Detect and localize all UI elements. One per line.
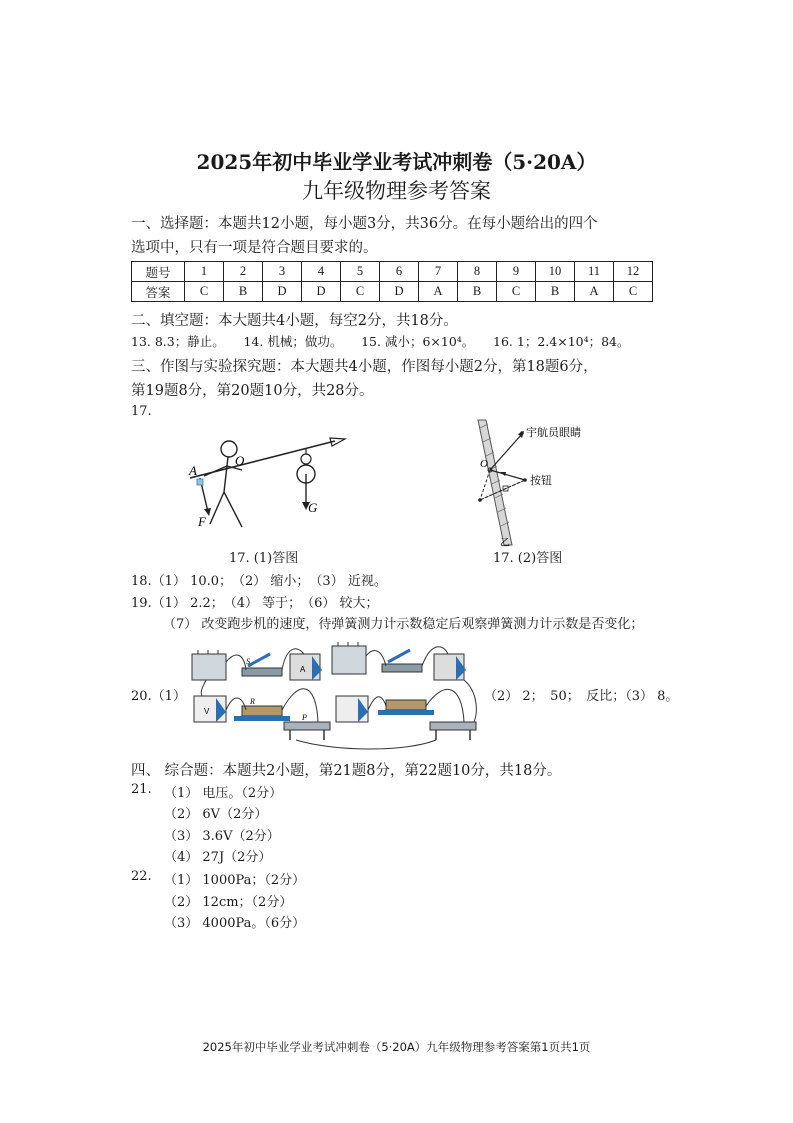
table-cell-answer: A — [419, 282, 458, 302]
table-cell-answer: B — [536, 282, 575, 302]
ammeter-label: A — [300, 665, 306, 674]
table-cell-number: 11 — [575, 262, 614, 282]
section3-heading-cont: 第19题8分，第20题10分，共28分。 — [131, 383, 374, 399]
table-cell-answer: C — [341, 282, 380, 302]
question-19-7-answer: （7） 改变跑步机的速度，待弹簧测力计示数稳定后观察弹簧测力计示数是否变化； — [163, 617, 644, 632]
circuit-diagrams — [186, 640, 482, 752]
table-cell-answer: A — [575, 282, 614, 302]
table-cell-answer: B — [224, 282, 263, 302]
voltmeter-label: V — [204, 707, 210, 716]
table-cell-answer: B — [458, 282, 497, 302]
mirror-diagram — [470, 420, 585, 550]
label-G: G — [308, 500, 318, 515]
table-cell-number: 7 — [419, 262, 458, 282]
question-21-number: 21. — [131, 782, 152, 797]
table-cell-number: 9 — [497, 262, 536, 282]
label-F: F — [198, 514, 206, 529]
circuit-right — [296, 642, 476, 749]
label-yi: 乙 — [500, 538, 510, 549]
switch-label: S — [246, 657, 250, 666]
mirror-label-O: O — [480, 458, 488, 470]
table-cell-number: 5 — [341, 262, 380, 282]
figure-caption-17-1: 17. (1)答图 — [229, 551, 299, 566]
table-cell-number: 12 — [614, 262, 653, 282]
resistor-label: R — [250, 697, 255, 706]
weight-hook — [301, 454, 311, 464]
table-cell-answer: D — [263, 282, 302, 302]
slider-label: P — [302, 713, 307, 722]
section1-heading: 一、选择题：本题共12小题，每小题3分，共36分。在每小题给出的四个 — [131, 216, 598, 232]
question-22-item: （2） 12cm；（2分） — [164, 895, 293, 910]
label-O: O — [235, 453, 245, 468]
answer-table — [131, 261, 653, 302]
label-button: 按钮 — [530, 474, 552, 487]
question-21-item: （3） 3.6V（2分） — [164, 829, 280, 844]
table-cell-answer: C — [185, 282, 224, 302]
table-cell-answer: D — [302, 282, 341, 302]
section2-answers: 13. 8.3；静止。 14. 机械；做功。 15. 减小；6×10⁴。 16. 1；2.4×10⁴；84。 — [131, 334, 630, 349]
question-22-item: （3） 4000Pa。（6分） — [164, 916, 306, 931]
table-cell-number: 6 — [380, 262, 419, 282]
label-astronaut-eye: 宇航员眼睛 — [526, 426, 581, 439]
lever-diagram — [180, 432, 355, 542]
question-18-answer: 18.（1） 10.0； （2） 缩小； （3） 近视。 — [131, 574, 387, 589]
page-footer: 2025年初中毕业学业考试冲刺卷（5·20A）九年级物理参考答案第1页共1页 — [202, 1040, 591, 1054]
figure-caption-17-2: 17. (2)答图 — [493, 551, 563, 566]
question-22-item: （1） 1000Pa；（2分） — [164, 873, 306, 888]
table-cell-answer: C — [614, 282, 653, 302]
question-21-item: （1） 电压。（2分） — [164, 786, 283, 801]
table-cell-number: 3 — [263, 262, 302, 282]
question-21-item: （4） 27J（2分） — [164, 850, 272, 865]
table-cell-number: 8 — [458, 262, 497, 282]
table-row — [132, 262, 653, 282]
section4-heading: 四、 综合题：本题共2小题，第21题8分，第22题10分，共18分。 — [131, 763, 562, 779]
question-22-number: 22. — [131, 869, 152, 884]
table-row — [132, 282, 653, 302]
exam-title: 2025年初中毕业学业考试冲刺卷（5·20A） — [196, 150, 597, 174]
circuit-left — [192, 649, 330, 740]
section2-heading: 二、填空题：本大题共4小题，每空2分，共18分。 — [131, 313, 458, 329]
right-angle-mark — [197, 479, 203, 485]
table-cell-answer: C — [497, 282, 536, 302]
table-row-label: 答案 — [132, 282, 185, 302]
question-20-prefix: 20.（1） — [131, 689, 186, 704]
question-20-answer: （2） 2； 50； 反比；（3） 8。 — [484, 689, 679, 704]
table-cell-number: 2 — [224, 262, 263, 282]
question-17-number: 17. — [131, 404, 152, 419]
table-cell-answer: D — [380, 282, 419, 302]
answer-key-subtitle: 九年级物理参考答案 — [302, 179, 491, 203]
table-cell-number: 10 — [536, 262, 575, 282]
table-row-label: 题号 — [132, 262, 185, 282]
section1-heading-cont: 选项中，只有一项是符合题目要求的。 — [131, 240, 378, 256]
table-cell-number: 4 — [302, 262, 341, 282]
reflected-ray — [490, 434, 522, 470]
question-21-item: （2） 6V（2分） — [164, 807, 268, 822]
section3-heading: 三、作图与实验探究题：本大题共4小题，作图每小题2分，第18题6分， — [131, 359, 598, 375]
question-19-answer: 19.（1） 2.2； （4） 等于； （6） 较大； — [131, 596, 379, 611]
label-A: A — [189, 463, 197, 478]
table-cell-number: 1 — [185, 262, 224, 282]
